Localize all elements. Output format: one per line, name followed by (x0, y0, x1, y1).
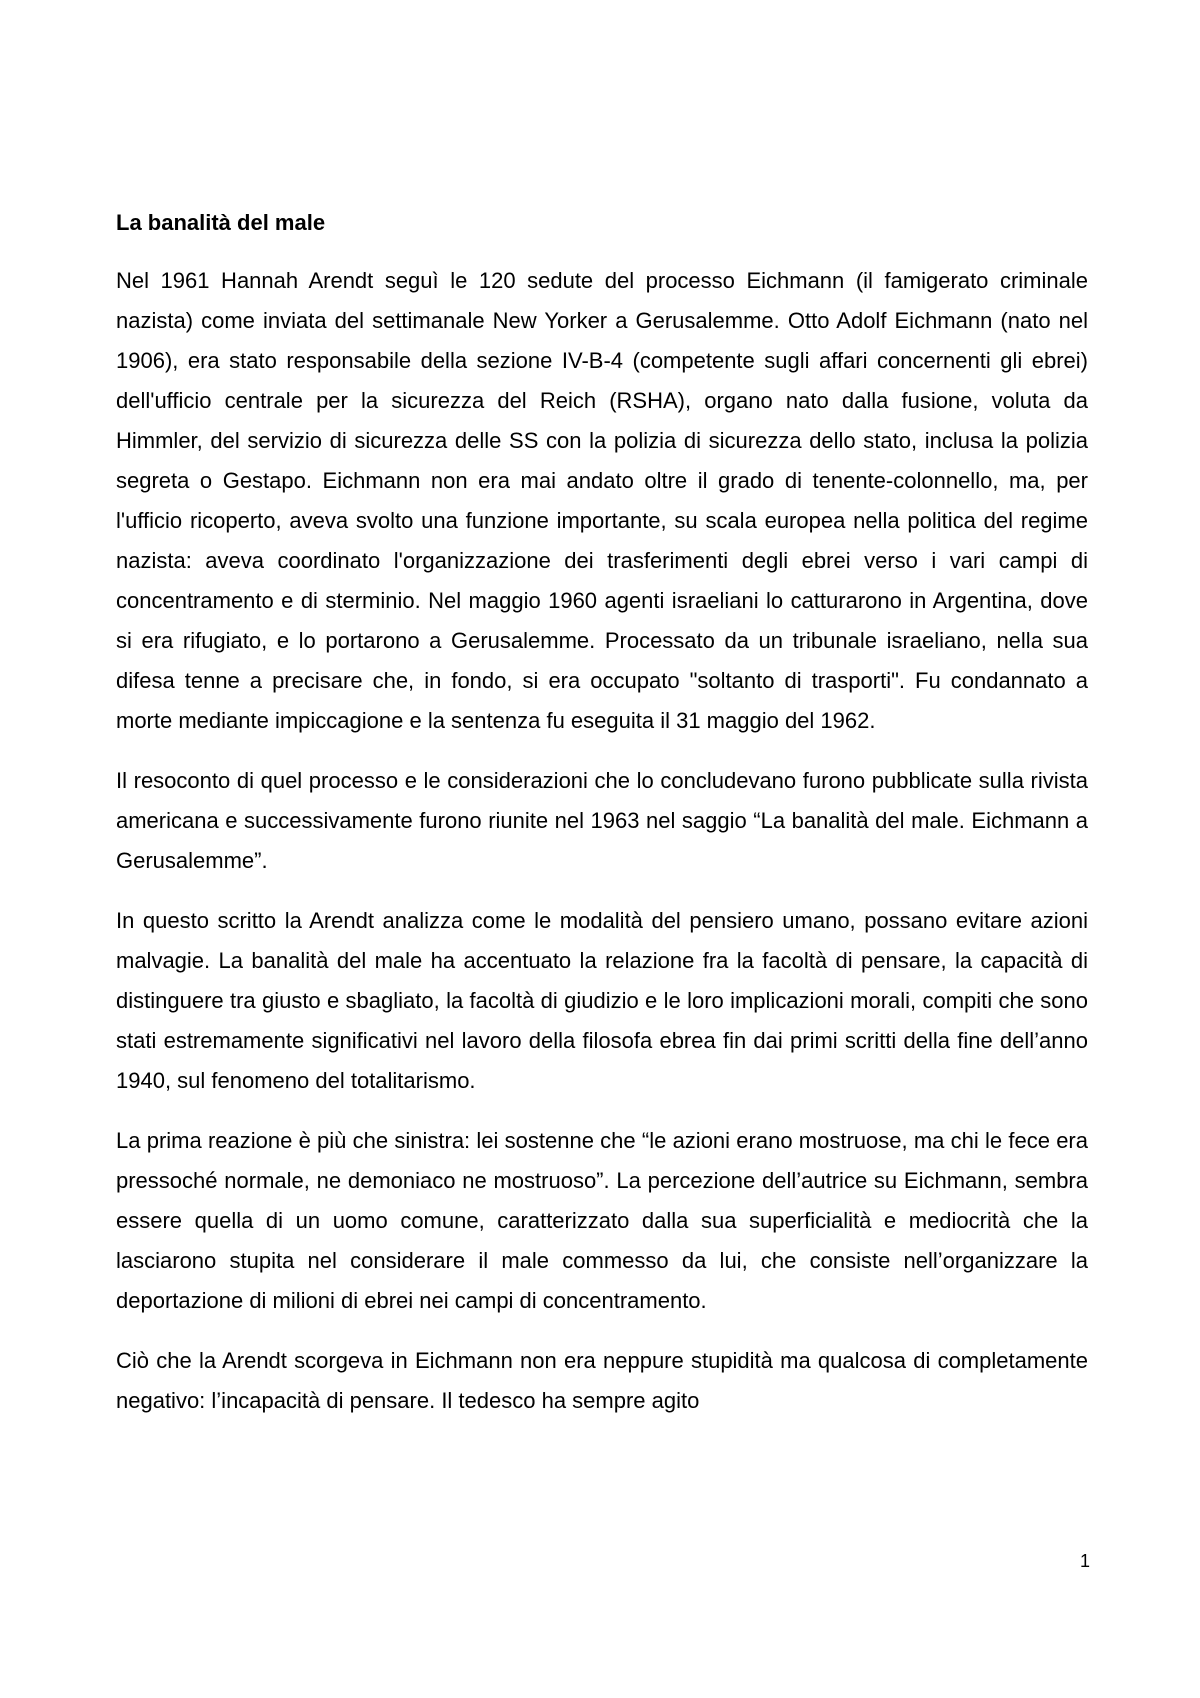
paragraph-first-reaction: La prima reazione è più che sinistra: lei sostenne che “le azioni erano mostruose, ma chi le fece era pressoché normale, ne demoniaco ne mostruoso”. La percezione dell’autrice su Eichmann, sembra essere quella di un uomo comune, caratterizzato dalla sua superficialità e mediocrità che la lasciarono stupita nel considerare il male commesso da lui, che consiste nell’organizzare la deportazione di milioni di ebrei nei campi di concentramento. (116, 1128, 1088, 1313)
document-title: La banalità del male (116, 210, 326, 235)
paragraph-analysis: In questo scritto la Arendt analizza come le modalità del pensiero umano, possano evitare azioni malvagie. La banalità del male ha accentuato la relazione fra la facoltà di pensare, la capacità di distinguere tra giusto e sbagliato, la facoltà di giudizio e le loro implicazioni morali, compiti che sono stati estremamente significativi nel lavoro della filosofa ebrea fin dai primi scritti della fine dell’anno 1940, sul fenomeno del totalitarismo. (116, 908, 1088, 1093)
document-body (116, 205, 1088, 1441)
paragraph-publication: Il resoconto di quel processo e le considerazioni che lo concludevano furono pubblicate sulla rivista americana e successivamente furono riunite nel 1963 nel saggio “La banalità del male. Eichmann a Gerusalemme”. (116, 768, 1088, 873)
paragraph-eichmann-trial: Nel 1961 Hannah Arendt seguì le 120 sedute del processo Eichmann (il famigerato criminale nazista) come inviata del settimanale New Yorker a Gerusalemme. Otto Adolf Eichmann (nato nel 1906), era stato responsabile della sezione IV-B-4 (competente sugli affari concernenti gli ebrei) dell'ufficio centrale per la sicurezza del Reich (RSHA), organo nato dalla fusione, voluta da Himmler, del servizio di sicurezza delle SS con la polizia di sicurezza dello stato, inclusa la polizia segreta o Gestapo. Eichmann non era mai andato oltre il grado di tenente-colonnello, ma, per l'ufficio ricoperto, aveva svolto una funzione importante, su scala europea nella politica del regime nazista: aveva coordinato l'organizzazione dei trasferimenti degli ebrei verso i vari campi di concentramento e di sterminio. Nel maggio 1960 agenti israeliani lo catturarono in Argentina, dove si era rifugiato, e lo portarono a Gerusalemme. Processato da un tribunale israeliano, nella sua difesa tenne a precisare che, in fondo, si era occupato "soltanto di trasporti". Fu condannato a morte mediante impiccagione e la sentenza fu eseguita il 31 maggio del 1962. (116, 268, 1088, 733)
page-number: 1 (1079, 1551, 1090, 1571)
paragraph-inability-to-think: Ciò che la Arendt scorgeva in Eichmann non era neppure stupidità ma qualcosa di completamente negativo: l’incapacità di pensare. Il tedesco ha sempre agito (116, 1348, 1088, 1413)
